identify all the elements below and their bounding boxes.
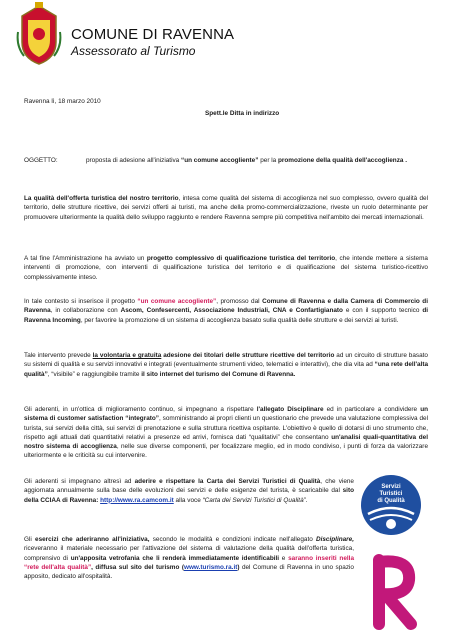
letter-recipient: Spett.le Ditta in indirizzo bbox=[205, 110, 280, 117]
paragraph-quality: La qualità dell'offerta turistica del nostro territorio, intesa come qualità del sistema di accoglienza nel suo complesso, ovvero qualità del territorio, delle strutture ricettive, dei servizi offerti ai turisti, ma anche della promo-commercializzazione, riveste un ruolo determinante per promuovere ulteriormente la qualità dello sviluppo raggiunto e rendere Ravenna sempre più competitiva nell'ambito dei mercati internazionali. bbox=[24, 195, 428, 221]
badge-line1: Servizi bbox=[381, 484, 401, 490]
letter-date: Ravenna lì, 18 marzo 2010 bbox=[24, 98, 101, 105]
badge-line2: Turistici bbox=[379, 491, 403, 497]
quality-services-badge-icon bbox=[360, 474, 422, 536]
paragraph-charter: Gli aderenti si impegnano altresì ad aderire e rispettare la Carta dei Servizi Turistici di Qualità, che viene aggiornata annualmente sulla base delle evoluzioni dei servizi e delle esigenze del turista, è scaricabile dal sito della CCIAA di Ravenna: http://www.ra.camcom.it alla voce “Carta dei Servizi Turistici di Qualità”. bbox=[24, 478, 354, 504]
paragraph-context: In tale contesto si inserisce il progetto “un comune accogliente”, promosso dal Comune di Ravenna e dalla Camera di Commercio di Ravenna, in collaborazione con Ascom, Confesercenti, Associazione Industriali, CNA e Confartigianato e con il supporto tecnico di Ravenna Incoming, per favorire la promozione di un sistema di accoglienza basato sulla qualità delle strutture e dei servizi ai turisti. bbox=[24, 298, 428, 324]
subject-label: OGGETTO: bbox=[24, 157, 58, 164]
camcom-link[interactable]: http://www.ra.camcom.it bbox=[100, 496, 174, 504]
ravenna-r-logo-icon bbox=[365, 552, 419, 632]
paragraph-project: A tal fine l'Amministrazione ha avviato un progetto complessivo di qualificazione turistica del territorio, che intende mettere a sistema interventi di promozione, con interventi di qualificazione turistica del territorio e di qualificazione del sistema turistico-ricettivo complessivamente inteso. bbox=[24, 255, 428, 281]
org-subtitle: Assessorato al Turismo bbox=[71, 44, 196, 58]
badge-line3: di Qualità bbox=[377, 498, 405, 504]
subject-text: proposta di adesione all'iniziativa “un comune accogliente” per la promozione della qualità dell'accoglienza . bbox=[86, 157, 408, 164]
ravenna-crest-icon bbox=[16, 2, 62, 66]
org-title: COMUNE DI RAVENNA bbox=[71, 26, 235, 43]
paragraph-members: Gli aderenti, in un'ottica di miglioramento continuo, si impegnano a rispettare l'allegato Disciplinare ed in particolare a condividere un sistema di customer satisfaction “integrato”, somministrando ai propri clienti un questionario che prevede una valutazione complessiva del turista, sui servizi della città, sui servizi di prenotazione e sulla struttura ricettiva ospitante. L'obiettivo è quello di dotarsi di uno strumento che, rispetto agli attuali dati quantitativi relativi a presenze ed arrivi, fornisca dati “qualitativi” che consentano un'analisi quali-quantitativa del nostro sistema di accoglienza, nelle sue diverse componenti, per focalizzare meglio, ed in modo condiviso, i punti di forza da valorizzare ulteriormente e le criticità su cui intervenire. bbox=[24, 406, 429, 460]
paragraph-adherents: Gli esercizi che aderiranno all'iniziativa, secondo le modalità e condizioni indicate nell'allegato Disciplinare, riceveranno il materiale necessario per l'attivazione del sistema di valutazione della qualità dell'offerta turistica, comprensivo di un'apposita vetrofania che li renderà immediatamente identificabili e saranno inseriti nella “rete dell'alta qualità”, diffusa sul sito del turismo (www.turismo.ra.it) del Comune di Ravenna in uno spazio apposito, dedicato all'ospitalità. bbox=[24, 536, 354, 581]
paragraph-intervention: Tale intervento prevede la volontaria e gratuita adesione dei titolari delle strutture ricettive del territorio ad un circuito di strutture basato su sistemi di qualità e su servizi innovativi e integrati (eventualmente strumenti video, telematici e interattivi), che dia vita ad “una rete dell'alta qualità”, “visibile” e raggiungibile tramite il sito internet del turismo del Comune di Ravenna. bbox=[24, 352, 428, 378]
turismo-link[interactable]: www.turismo.ra.it bbox=[183, 563, 238, 571]
